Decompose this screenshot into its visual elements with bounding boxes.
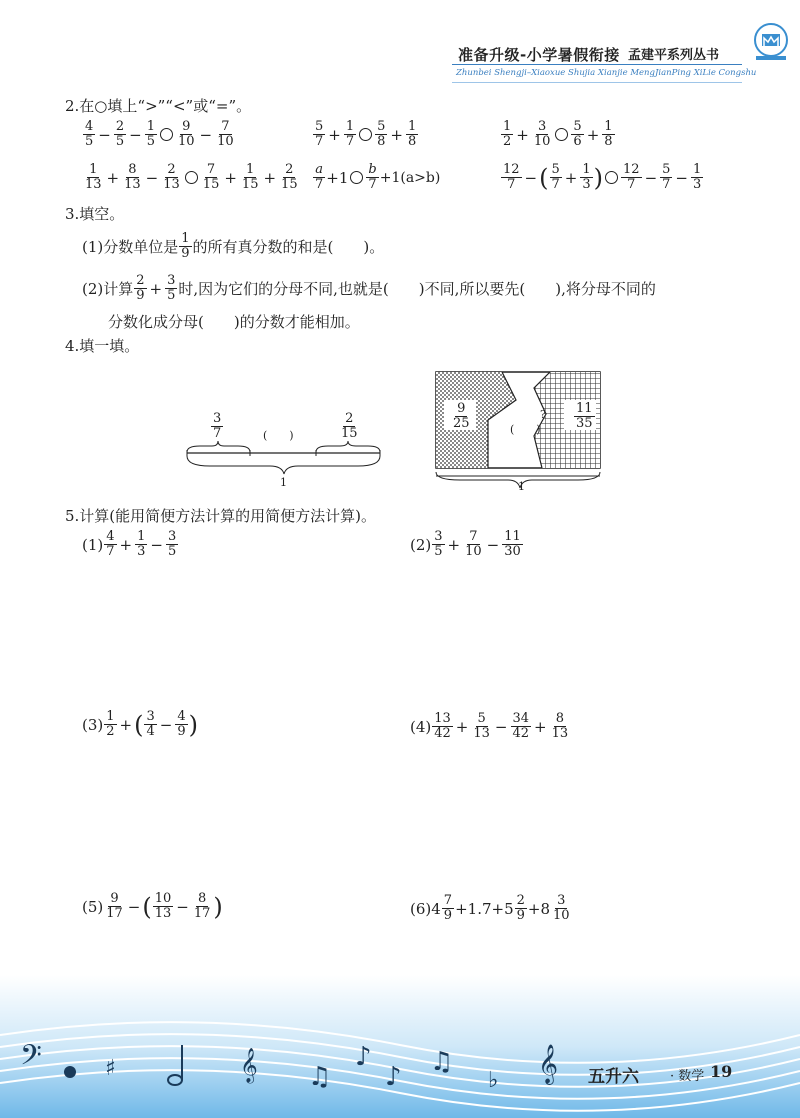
q2-expr-1: $\frac{4}{5}$ − $\frac{2}{5}$ − $\frac{1}{5}$ $\frac{9}{10}$ − $\frac{7}{10}$ [85,119,234,149]
footer-subject: · 数学 [670,1069,705,1084]
eighth-note-icon: ♪ [385,1062,402,1092]
page-number: 19 [710,1062,733,1081]
q2-title: 2.在○填上“>”“<”或“=”。 [65,97,252,115]
eighth-note-icon: ♪ [355,1042,372,1072]
header-series: 孟建平系列丛书 [628,48,720,63]
q5-title: 5.计算(能用简便方法计算的用简便方法计算)。 [65,507,377,525]
q2-expr-3: $\frac{1}{2}$ + $\frac{3}{10}$ $\frac{5}{6}$ + $\frac{1}{8}$ [503,119,613,149]
q5-problem-5: (5) $\frac{9}{17}$ − ( $\frac{10}{13}$ − $\frac{8}{17}$ ) [82,891,223,921]
beamed-notes-icon: ♫ [430,1047,454,1077]
q3-part-2: (2)计算 $\frac{2}{9}$ + $\frac{3}{5}$ 时,因为它们的分母不同,也就是( )不同,所以要先( ),将分母不同的 [82,273,656,303]
publisher-logo-icon [752,22,790,62]
rect-middle-blank[interactable]: ( ) [510,423,541,436]
sharp-icon: ♯ [105,1056,116,1081]
q2-expr-5: $\frac{a}{7}$ +1 $\frac{b}{7}$ +1(a>b) [315,162,441,192]
q3-title: 3.填空。 [65,205,125,223]
compare-circle[interactable] [555,128,568,141]
bar-right-fraction: $\frac{2}{15}$ [341,411,358,441]
q5-problem-6: (6) 4 $\frac{7}{9}$ +1.7+5 $\frac{2}{9}$ +8 $\frac{3}{10}$ [410,893,570,923]
rect-right-fraction: $\frac{11}{35}$ [576,401,593,431]
header-divider-2 [452,82,742,83]
q2-expr-2: $\frac{5}{7}$ + $\frac{1}{7}$ $\frac{5}{8}$ + $\frac{1}{8}$ [315,119,417,149]
compare-circle[interactable] [605,171,618,184]
rect-left-fraction: $\frac{9}{25}$ [453,401,470,431]
compare-circle[interactable] [185,171,198,184]
header-divider [452,64,742,65]
q3-part-1: (1)分数单位是 $\frac{1}{9}$ 的所有真分数的和是( )。 [82,231,385,261]
q4-title: 4.填一填。 [65,337,140,355]
treble-clef-icon: 𝄞 [240,1048,258,1083]
header-title: 准备升级-小学暑假衔接 [458,46,620,64]
q2-expr-6: $\frac{12}{7}$ − ( $\frac{5}{7}$ + $\frac{1}{3}$ ) $\frac{12}{7}$ − $\frac{5}{7}$ − $\frac{1}{3}$ [503,162,702,192]
q5-problem-4: (4) $\frac{13}{42}$ + $\frac{5}{13}$ − $\frac{34}{42}$ + $\frac{8}{13}$ [410,711,569,741]
header-pinyin: Zhunbei Shengji–Xiaoxue Shujia Xianjie MengJianPing XiLie Congshu [456,68,757,78]
compare-circle[interactable] [350,171,363,184]
bass-clef-icon: 𝄢 [20,1039,42,1079]
q5-problem-3: (3) $\frac{1}{2}$ + ( $\frac{3}{4}$ − $\frac{4}{9}$ ) [82,709,198,739]
bar-left-fraction: $\frac{3}{7}$ [213,411,222,441]
bar-total: 1 [280,476,287,489]
treble-clef-icon: 𝄞 [538,1044,559,1084]
rect-total: 1 [518,480,525,493]
rect-question-mark: ? [540,408,546,421]
compare-circle[interactable] [359,128,372,141]
q2-expr-4: $\frac{1}{13}$ + $\frac{8}{13}$ − $\frac{2}{13}$ $\frac{7}{15}$ + $\frac{1}{15}$ + $\frac{2}{15}$ [85,162,298,192]
bar-middle-blank[interactable]: ( ) [263,429,294,442]
footer-brand: 五升六 [588,1067,639,1087]
q5-problem-2: (2) $\frac{3}{5}$ + $\frac{7}{10}$ − $\frac{11}{30}$ [410,529,521,559]
q3-part-2-line2: 分数化成分母( )的分数才能相加。 [108,313,360,331]
q5-problem-1: (1) $\frac{4}{7}$ + $\frac{1}{3}$ − $\frac{3}{5}$ [82,529,177,559]
beamed-notes-icon: ♫ [308,1062,332,1092]
compare-circle[interactable] [160,128,173,141]
footer-music-decoration [0,975,800,1118]
flat-icon: ♭ [488,1068,499,1093]
